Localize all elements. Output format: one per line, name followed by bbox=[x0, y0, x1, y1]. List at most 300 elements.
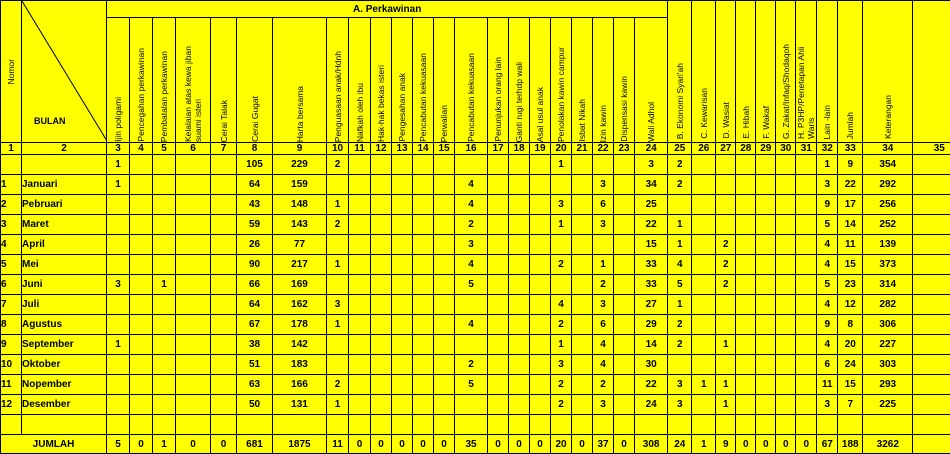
data-cell bbox=[413, 175, 434, 195]
data-cell: 2 bbox=[716, 235, 736, 255]
data-cell bbox=[349, 375, 371, 395]
data-cell bbox=[488, 195, 509, 215]
data-cell: 9 bbox=[817, 195, 838, 215]
carry-cell: 354 bbox=[863, 155, 913, 175]
column-number: 7 bbox=[211, 143, 237, 155]
data-cell bbox=[796, 215, 817, 235]
column-header bbox=[273, 18, 327, 143]
column-number: 22 bbox=[593, 143, 614, 155]
data-cell bbox=[349, 255, 371, 275]
data-cell bbox=[692, 195, 716, 215]
data-cell bbox=[371, 215, 392, 235]
data-cell bbox=[530, 215, 551, 235]
data-cell: 14 bbox=[635, 335, 668, 355]
row-number: 8 bbox=[1, 315, 22, 335]
column-header bbox=[153, 18, 176, 143]
data-cell bbox=[392, 375, 413, 395]
data-cell: 4 bbox=[455, 195, 488, 215]
data-cell bbox=[716, 315, 736, 335]
data-cell bbox=[756, 355, 776, 375]
data-cell bbox=[392, 315, 413, 335]
data-cell bbox=[371, 235, 392, 255]
column-header-label: G. Zakat/Infaq/Shodaqoh bbox=[781, 44, 791, 139]
data-cell bbox=[614, 175, 635, 195]
data-cell: 4 bbox=[455, 315, 488, 335]
data-cell bbox=[614, 375, 635, 395]
data-cell bbox=[509, 335, 530, 355]
data-cell bbox=[176, 275, 211, 295]
data-cell bbox=[509, 355, 530, 375]
data-cell bbox=[434, 375, 455, 395]
column-header-label: Harta bersama bbox=[295, 86, 305, 142]
column-header bbox=[838, 1, 863, 143]
carry-cell: 2 bbox=[668, 155, 692, 175]
data-cell: 14 bbox=[838, 215, 863, 235]
blank-cell bbox=[455, 415, 488, 435]
data-cell: 4 bbox=[817, 235, 838, 255]
total-cell: 0 bbox=[796, 435, 817, 454]
column-header bbox=[349, 18, 371, 143]
data-cell: 2 bbox=[455, 215, 488, 235]
data-cell bbox=[434, 255, 455, 275]
carry-over-row bbox=[1, 155, 950, 175]
data-cell bbox=[349, 315, 371, 335]
column-number: 18 bbox=[509, 143, 530, 155]
data-cell bbox=[736, 335, 756, 355]
total-cell: 20 bbox=[551, 435, 572, 454]
data-cell bbox=[530, 195, 551, 215]
data-cell: 1 bbox=[668, 215, 692, 235]
data-cell bbox=[327, 355, 349, 375]
data-cell: 3 bbox=[817, 175, 838, 195]
data-cell bbox=[488, 395, 509, 415]
data-cell bbox=[392, 355, 413, 375]
total-cell: 0 bbox=[776, 435, 796, 454]
data-cell bbox=[716, 175, 736, 195]
carry-cell bbox=[434, 155, 455, 175]
data-cell bbox=[913, 235, 950, 255]
data-cell: 25 bbox=[635, 195, 668, 215]
blank-cell bbox=[838, 415, 863, 435]
data-cell bbox=[130, 355, 153, 375]
data-cell bbox=[736, 255, 756, 275]
data-cell bbox=[130, 215, 153, 235]
data-cell: 5 bbox=[817, 215, 838, 235]
column-header-label: Perwalian bbox=[439, 105, 449, 142]
carry-cell: 3 bbox=[635, 155, 668, 175]
column-number: 25 bbox=[668, 143, 692, 155]
column-header-label: Pengesahan anak bbox=[397, 73, 407, 142]
data-cell bbox=[413, 195, 434, 215]
data-cell: 139 bbox=[863, 235, 913, 255]
data-cell bbox=[488, 315, 509, 335]
data-cell: 131 bbox=[273, 395, 327, 415]
data-cell bbox=[176, 195, 211, 215]
data-cell bbox=[488, 375, 509, 395]
column-header bbox=[434, 18, 455, 143]
total-cell: 1 bbox=[692, 435, 716, 454]
data-cell bbox=[488, 215, 509, 235]
data-cell bbox=[796, 295, 817, 315]
data-cell bbox=[107, 295, 130, 315]
data-cell bbox=[153, 175, 176, 195]
data-cell bbox=[716, 195, 736, 215]
data-cell bbox=[913, 255, 950, 275]
column-number: 5 bbox=[153, 143, 176, 155]
data-cell bbox=[614, 255, 635, 275]
data-cell: 1 bbox=[668, 295, 692, 315]
data-cell bbox=[413, 395, 434, 415]
data-cell bbox=[913, 215, 950, 235]
data-cell: 5 bbox=[455, 375, 488, 395]
carry-cell bbox=[1, 155, 22, 175]
data-cell: 3 bbox=[107, 275, 130, 295]
month-name: Oktober bbox=[22, 355, 107, 375]
carry-cell: 1 bbox=[817, 155, 838, 175]
column-number: 35 bbox=[913, 143, 950, 155]
data-cell: 8 bbox=[838, 315, 863, 335]
data-cell bbox=[913, 375, 950, 395]
data-cell bbox=[736, 215, 756, 235]
data-cell: 6 bbox=[593, 315, 614, 335]
carry-cell bbox=[913, 155, 950, 175]
carry-cell: 229 bbox=[273, 155, 327, 175]
data-cell: 23 bbox=[838, 275, 863, 295]
data-cell bbox=[776, 175, 796, 195]
data-cell bbox=[509, 255, 530, 275]
column-header-label: Lain -lain bbox=[822, 105, 832, 140]
data-cell: 148 bbox=[273, 195, 327, 215]
data-cell: 256 bbox=[863, 195, 913, 215]
data-cell bbox=[455, 335, 488, 355]
data-cell: 1 bbox=[716, 335, 736, 355]
data-cell: 166 bbox=[273, 375, 327, 395]
carry-cell bbox=[796, 155, 817, 175]
data-cell: 1 bbox=[551, 335, 572, 355]
data-cell bbox=[371, 175, 392, 195]
data-cell bbox=[211, 195, 237, 215]
data-cell bbox=[614, 335, 635, 355]
data-cell bbox=[776, 335, 796, 355]
total-cell: 11 bbox=[327, 435, 349, 454]
carry-cell bbox=[22, 155, 107, 175]
total-cell: 67 bbox=[817, 435, 838, 454]
data-cell bbox=[488, 355, 509, 375]
data-cell bbox=[392, 195, 413, 215]
month-name: Nopember bbox=[22, 375, 107, 395]
data-cell bbox=[716, 295, 736, 315]
data-cell bbox=[153, 375, 176, 395]
carry-cell bbox=[736, 155, 756, 175]
total-cell: 37 bbox=[593, 435, 614, 454]
data-cell bbox=[107, 195, 130, 215]
data-cell bbox=[434, 295, 455, 315]
total-cell: 0 bbox=[349, 435, 371, 454]
total-cell: 0 bbox=[392, 435, 413, 454]
carry-cell: 105 bbox=[237, 155, 273, 175]
data-cell bbox=[692, 315, 716, 335]
blank-cell bbox=[237, 415, 273, 435]
data-cell bbox=[434, 355, 455, 375]
data-cell: 33 bbox=[635, 255, 668, 275]
data-cell: 2 bbox=[668, 175, 692, 195]
column-header-label: Pencegahan perkawinan bbox=[136, 48, 146, 142]
data-cell bbox=[913, 355, 950, 375]
data-cell bbox=[756, 175, 776, 195]
data-cell bbox=[692, 355, 716, 375]
data-cell: 1 bbox=[327, 315, 349, 335]
total-cell: 0 bbox=[572, 435, 593, 454]
data-cell bbox=[913, 315, 950, 335]
nomor-header bbox=[1, 1, 22, 143]
data-cell bbox=[572, 395, 593, 415]
data-cell: 2 bbox=[551, 375, 572, 395]
data-cell: 64 bbox=[237, 175, 273, 195]
data-cell: 306 bbox=[863, 315, 913, 335]
data-cell bbox=[211, 395, 237, 415]
data-cell bbox=[572, 235, 593, 255]
data-cell bbox=[509, 375, 530, 395]
data-cell: 1 bbox=[107, 175, 130, 195]
column-header bbox=[756, 1, 776, 143]
group-title: A. Perkawinan bbox=[107, 1, 668, 18]
data-cell bbox=[176, 335, 211, 355]
column-header-label: Pembatalan perkawinan bbox=[159, 51, 169, 142]
blank-cell bbox=[796, 415, 817, 435]
data-cell bbox=[913, 195, 950, 215]
table-row bbox=[1, 395, 950, 415]
blank-cell bbox=[551, 415, 572, 435]
data-cell: 252 bbox=[863, 215, 913, 235]
data-cell bbox=[488, 295, 509, 315]
total-cell: 188 bbox=[838, 435, 863, 454]
total-cell: 0 bbox=[509, 435, 530, 454]
column-header-label: Penguasaan anak/Hdnh bbox=[333, 51, 343, 142]
data-cell bbox=[455, 295, 488, 315]
total-cell: 1 bbox=[153, 435, 176, 454]
data-cell: 162 bbox=[273, 295, 327, 315]
data-cell bbox=[614, 295, 635, 315]
data-cell bbox=[736, 375, 756, 395]
column-number: 33 bbox=[838, 143, 863, 155]
data-cell bbox=[413, 355, 434, 375]
data-cell: 2 bbox=[551, 395, 572, 415]
data-cell bbox=[107, 375, 130, 395]
data-cell: 27 bbox=[635, 295, 668, 315]
data-cell bbox=[153, 215, 176, 235]
row-number: 1 bbox=[1, 175, 22, 195]
data-cell bbox=[327, 175, 349, 195]
column-header-label: Jumlah bbox=[845, 112, 855, 139]
data-cell bbox=[796, 315, 817, 335]
data-cell bbox=[107, 215, 130, 235]
data-cell: 7 bbox=[838, 395, 863, 415]
data-cell bbox=[530, 235, 551, 255]
data-cell bbox=[736, 235, 756, 255]
data-cell bbox=[776, 255, 796, 275]
data-cell bbox=[530, 255, 551, 275]
data-cell bbox=[796, 375, 817, 395]
data-cell bbox=[796, 395, 817, 415]
data-cell bbox=[211, 175, 237, 195]
data-cell bbox=[614, 215, 635, 235]
blank-cell bbox=[913, 415, 950, 435]
total-cell: 0 bbox=[756, 435, 776, 454]
column-number: 11 bbox=[349, 143, 371, 155]
data-cell: 159 bbox=[273, 175, 327, 195]
month-name: Mei bbox=[22, 255, 107, 275]
column-header-label: H. P3HP/Penetapan Ahli Waris bbox=[796, 31, 816, 139]
data-cell bbox=[756, 275, 776, 295]
column-header bbox=[392, 18, 413, 143]
data-cell bbox=[488, 275, 509, 295]
column-header-label: Cerai Talak bbox=[219, 100, 229, 142]
data-cell: 373 bbox=[863, 255, 913, 275]
data-cell bbox=[736, 195, 756, 215]
data-cell bbox=[349, 295, 371, 315]
bulan-header bbox=[22, 1, 107, 143]
row-number: 5 bbox=[1, 255, 22, 275]
total-cell: 0 bbox=[413, 435, 434, 454]
data-cell: 3 bbox=[593, 215, 614, 235]
column-header bbox=[572, 18, 593, 143]
row-number: 10 bbox=[1, 355, 22, 375]
data-cell bbox=[211, 335, 237, 355]
carry-cell bbox=[756, 155, 776, 175]
data-cell bbox=[153, 395, 176, 415]
data-cell bbox=[153, 315, 176, 335]
data-cell bbox=[551, 275, 572, 295]
data-cell: 66 bbox=[237, 275, 273, 295]
data-cell bbox=[509, 235, 530, 255]
total-cell: 0 bbox=[434, 435, 455, 454]
data-cell bbox=[572, 335, 593, 355]
month-name: Juni bbox=[22, 275, 107, 295]
data-cell bbox=[572, 315, 593, 335]
data-cell bbox=[530, 295, 551, 315]
column-header-label: Ijin poligami bbox=[113, 97, 123, 142]
data-cell bbox=[349, 175, 371, 195]
data-cell bbox=[736, 275, 756, 295]
data-cell bbox=[130, 235, 153, 255]
data-cell bbox=[413, 335, 434, 355]
column-header bbox=[488, 18, 509, 143]
data-cell bbox=[176, 395, 211, 415]
data-cell bbox=[176, 215, 211, 235]
data-cell bbox=[392, 235, 413, 255]
data-cell bbox=[756, 295, 776, 315]
data-cell: 178 bbox=[273, 315, 327, 335]
data-cell bbox=[509, 275, 530, 295]
column-header-label: Hak-hak bekas isteri bbox=[376, 65, 386, 142]
data-cell: 90 bbox=[237, 255, 273, 275]
data-cell bbox=[736, 315, 756, 335]
column-number: 28 bbox=[736, 143, 756, 155]
data-cell bbox=[130, 315, 153, 335]
data-cell: 33 bbox=[635, 275, 668, 295]
data-cell: 4 bbox=[593, 355, 614, 375]
month-name: April bbox=[22, 235, 107, 255]
data-cell bbox=[756, 255, 776, 275]
data-cell bbox=[130, 255, 153, 275]
data-cell bbox=[413, 275, 434, 295]
data-cell: 1 bbox=[593, 255, 614, 275]
row-number: 7 bbox=[1, 295, 22, 315]
data-cell bbox=[614, 195, 635, 215]
data-cell: 43 bbox=[237, 195, 273, 215]
data-cell bbox=[130, 175, 153, 195]
data-cell bbox=[211, 295, 237, 315]
column-number: 32 bbox=[817, 143, 838, 155]
data-cell bbox=[371, 195, 392, 215]
column-header-label: Izin kawin bbox=[598, 105, 608, 142]
blank-cell bbox=[756, 415, 776, 435]
data-cell bbox=[692, 215, 716, 235]
total-cell: 1875 bbox=[273, 435, 327, 454]
column-header bbox=[817, 1, 838, 143]
carry-cell bbox=[488, 155, 509, 175]
bulan-label: BULAN bbox=[34, 116, 66, 126]
column-header bbox=[551, 18, 572, 143]
data-cell bbox=[176, 295, 211, 315]
data-cell: 2 bbox=[716, 255, 736, 275]
carry-cell bbox=[455, 155, 488, 175]
row-number: 9 bbox=[1, 335, 22, 355]
column-header bbox=[593, 18, 614, 143]
column-header-label: Wali Adhol bbox=[646, 102, 656, 142]
data-cell bbox=[434, 235, 455, 255]
data-cell bbox=[530, 315, 551, 335]
data-cell bbox=[488, 235, 509, 255]
column-header-label: Pencabutan kekuasaan bbox=[466, 53, 476, 142]
data-cell bbox=[349, 275, 371, 295]
data-cell bbox=[176, 255, 211, 275]
data-cell bbox=[371, 335, 392, 355]
blank-cell bbox=[488, 415, 509, 435]
total-cell bbox=[913, 435, 950, 454]
total-row bbox=[1, 435, 950, 454]
column-header bbox=[413, 18, 434, 143]
header-row-group bbox=[1, 1, 950, 18]
table-row bbox=[1, 335, 950, 355]
data-cell bbox=[349, 235, 371, 255]
table-row bbox=[1, 195, 950, 215]
data-cell bbox=[776, 275, 796, 295]
data-cell bbox=[413, 215, 434, 235]
column-number: 23 bbox=[614, 143, 635, 155]
data-cell bbox=[572, 295, 593, 315]
carry-cell bbox=[776, 155, 796, 175]
data-cell bbox=[130, 295, 153, 315]
data-cell bbox=[593, 235, 614, 255]
data-cell: 2 bbox=[668, 315, 692, 335]
data-cell bbox=[776, 235, 796, 255]
data-cell bbox=[130, 275, 153, 295]
data-cell bbox=[371, 275, 392, 295]
data-cell bbox=[434, 275, 455, 295]
data-cell bbox=[776, 295, 796, 315]
data-cell bbox=[211, 235, 237, 255]
table-row bbox=[1, 235, 950, 255]
row-number: 6 bbox=[1, 275, 22, 295]
data-cell bbox=[716, 215, 736, 235]
data-cell bbox=[756, 195, 776, 215]
data-cell bbox=[736, 395, 756, 415]
column-number: 1 bbox=[1, 143, 22, 155]
data-cell: 1 bbox=[107, 335, 130, 355]
column-number: 24 bbox=[635, 143, 668, 155]
data-cell bbox=[349, 215, 371, 235]
